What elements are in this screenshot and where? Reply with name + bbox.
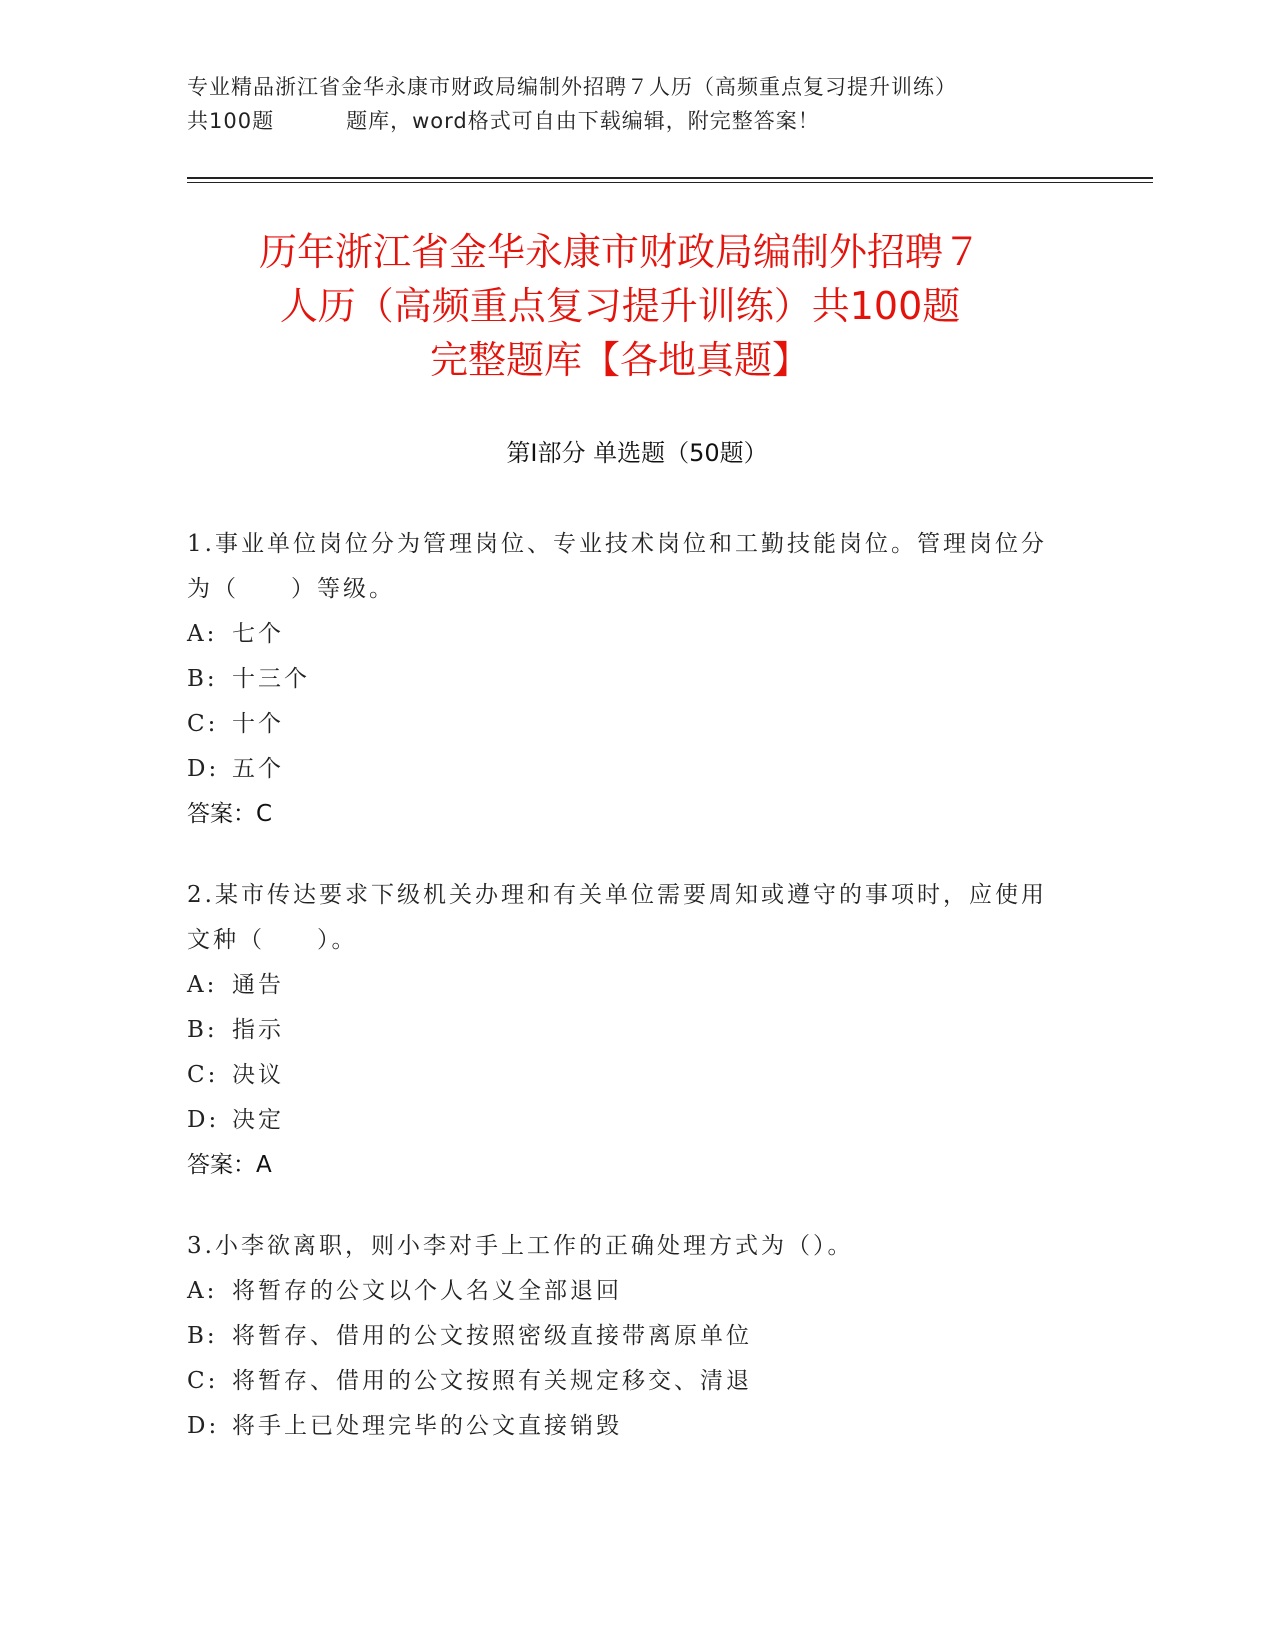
answer: 答案：C: [187, 801, 273, 827]
document-header: [187, 70, 1087, 138]
option-a: A: 七个: [187, 621, 284, 647]
title-line-3: 完整题库【各地真题】: [429, 338, 810, 382]
header-divider-thin: [187, 182, 1153, 183]
header-count: 共100题: [187, 109, 275, 133]
option-d: D: 将手上已处理完毕的公文直接销毁: [187, 1413, 622, 1439]
section-heading: 第Ⅰ部分 单选题（50题）: [506, 439, 768, 467]
question-1: [187, 522, 1067, 837]
question-3: [187, 1224, 1067, 1449]
question-text: 3.小李欲离职，则小李对手上工作的正确处理方式为（）。: [187, 1233, 854, 1259]
header-line-1: 专业精品浙江省金华永康市财政局编制外招聘７人历（高频重点复习提升训练）: [187, 75, 957, 99]
header-note: 题库，word格式可自由下载编辑，附完整答案！: [346, 109, 820, 133]
document-title: [170, 225, 1070, 387]
header-line-2: [187, 104, 1087, 138]
option-b: B: 将暂存、借用的公文按照密级直接带离原单位: [187, 1323, 752, 1349]
option-a: A: 通告: [187, 972, 284, 998]
title-line-2: 人历（高频重点复习提升训练）共100题: [279, 284, 961, 328]
title-line-1: 历年浙江省金华永康市财政局编制外招聘７: [258, 230, 981, 274]
option-d: D: 五个: [187, 756, 284, 782]
option-b: B: 指示: [187, 1017, 284, 1043]
option-a: A: 将暂存的公文以个人名义全部退回: [187, 1278, 622, 1304]
option-d: D: 决定: [187, 1107, 284, 1133]
question-text: 1.事业单位岗位分为管理岗位、专业技术岗位和工勤技能岗位。管理岗位分为（ ）等级。: [187, 531, 1047, 602]
option-c: C: 将暂存、借用的公文按照有关规定移交、清退: [187, 1368, 752, 1394]
header-divider-thick: [187, 177, 1153, 179]
option-c: C: 决议: [187, 1062, 284, 1088]
question-2: [187, 873, 1067, 1188]
option-c: C: 十个: [187, 711, 284, 737]
answer: 答案：A: [187, 1152, 272, 1178]
question-text: 2.某市传达要求下级机关办理和有关单位需要周知或遵守的事项时，应使用文种（ ）。: [187, 882, 1047, 953]
question-list: [187, 522, 1067, 1485]
option-b: B: 十三个: [187, 666, 310, 692]
